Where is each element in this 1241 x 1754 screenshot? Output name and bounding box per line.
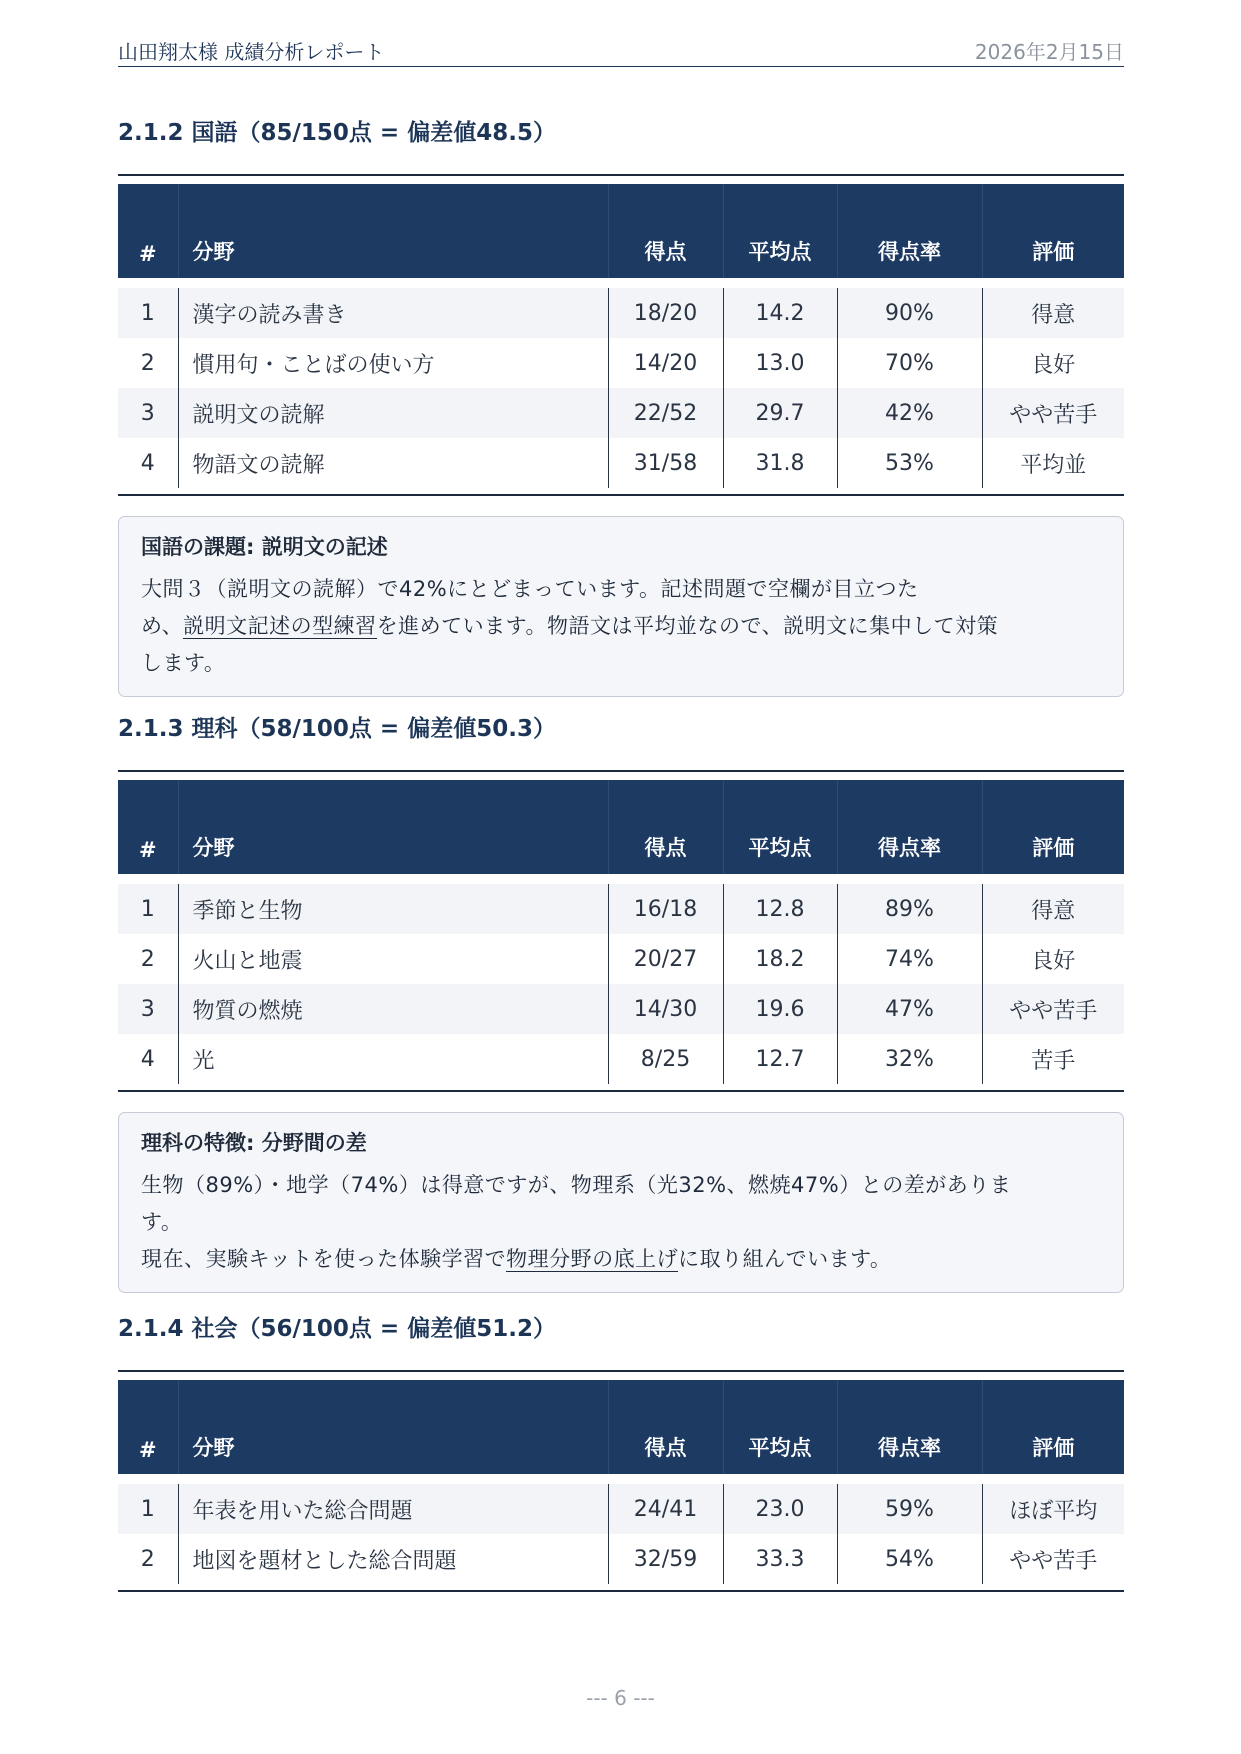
row-score: 18/20 (608, 283, 723, 338)
row-average: 23.0 (723, 1479, 837, 1534)
row-field: 火山と地震 (178, 934, 608, 984)
row-number: 1 (118, 879, 178, 934)
row-number: 3 (118, 984, 178, 1034)
note-title: 国語の課題: 説明文の記述 (141, 535, 388, 559)
row-rating: やや苦手 (982, 1534, 1124, 1584)
row-rate: 74% (837, 934, 982, 984)
table-row (118, 1034, 1124, 1084)
row-average: 18.2 (723, 934, 837, 984)
note-text: 現在、実験キットを使った体験学習で (141, 1247, 507, 1271)
table-header-row (118, 1380, 1124, 1479)
note-text: を進めています。物語文は平均並なので、説明文に集中して対策 (376, 614, 999, 638)
row-rating: 得意 (982, 879, 1124, 934)
row-average: 33.3 (723, 1534, 837, 1584)
score-table-kokugo (118, 174, 1124, 496)
row-rating: 良好 (982, 934, 1124, 984)
row-field: 説明文の読解 (178, 388, 608, 438)
note-text: に取り組んでいます。 (678, 1247, 892, 1271)
row-score: 24/41 (608, 1479, 723, 1534)
row-field: 物語文の読解 (178, 438, 608, 488)
note-underlined-text: 説明文記述の型練習 (183, 614, 377, 638)
note-text: め、 (141, 614, 184, 638)
row-number: 2 (140, 350, 155, 376)
col-header-number: # (118, 184, 178, 283)
note-title: 理科の特徴: 分野間の差 (141, 1131, 367, 1155)
row-score: 8/25 (608, 1034, 723, 1084)
table-row (118, 283, 1124, 338)
row-rating: やや苦手 (982, 984, 1124, 1034)
note-box-rika (118, 1112, 1124, 1293)
row-average: 31.8 (723, 438, 837, 488)
row-number: 4 (140, 1046, 155, 1072)
row-rate: 32% (837, 1034, 982, 1084)
row-number: 4 (140, 450, 155, 476)
section-shakai (118, 1312, 1124, 1592)
row-rate: 59% (837, 1479, 982, 1534)
col-header-number: # (118, 1380, 178, 1479)
report-date: 2026年2月15日 (974, 40, 1124, 64)
section-heading: 2.1.3 理科（58/100点 = 偏差値50.3） (118, 716, 556, 742)
row-field: 物質の燃焼 (178, 984, 608, 1034)
note-text: します。 (141, 651, 226, 675)
row-score: 22/52 (608, 388, 723, 438)
row-rate: 53% (837, 438, 982, 488)
col-header-rating: 評価 (982, 1380, 1124, 1479)
row-average: 14.2 (723, 283, 837, 338)
row-score: 32/59 (608, 1534, 723, 1584)
note-box-kokugo (118, 516, 1124, 697)
col-header-number: # (118, 780, 178, 879)
section-heading: 2.1.4 社会（56/100点 = 偏差値51.2） (118, 1316, 556, 1342)
row-rate: 70% (837, 338, 982, 388)
row-average: 12.7 (723, 1034, 837, 1084)
row-average: 29.7 (723, 388, 837, 438)
row-rating: 苦手 (982, 1034, 1124, 1084)
col-header-rate: 得点率 (837, 184, 982, 283)
col-header-rate: 得点率 (837, 1380, 982, 1479)
table-row (118, 984, 1124, 1034)
row-score: 20/27 (608, 934, 723, 984)
row-score: 16/18 (608, 879, 723, 934)
col-header-rating: 評価 (982, 184, 1124, 283)
row-field: 地図を題材とした総合問題 (178, 1534, 608, 1584)
table-row (118, 1534, 1124, 1584)
row-rate: 47% (837, 984, 982, 1034)
table-row (118, 879, 1124, 934)
row-field: 慣用句・ことばの使い方 (178, 338, 608, 388)
row-field: 漢字の読み書き (178, 283, 608, 338)
report-title: 山田翔太様 成績分析レポート (118, 40, 385, 64)
col-header-field: 分野 (178, 1380, 608, 1479)
row-rating: 平均並 (982, 438, 1124, 488)
row-score: 14/20 (608, 338, 723, 388)
table-header-row (118, 780, 1124, 879)
score-table-shakai (118, 1370, 1124, 1592)
col-header-score: 得点 (608, 184, 723, 283)
table-row (118, 438, 1124, 488)
row-rating: 得意 (982, 283, 1124, 338)
note-body (141, 1167, 1101, 1278)
col-header-average: 平均点 (723, 184, 837, 283)
row-field: 季節と生物 (178, 879, 608, 934)
table-row (118, 338, 1124, 388)
row-rating: やや苦手 (982, 388, 1124, 438)
col-header-average: 平均点 (723, 780, 837, 879)
row-number: 2 (140, 946, 155, 972)
row-number: 3 (118, 388, 178, 438)
note-underlined-text: 物理分野の底上げ (506, 1247, 679, 1271)
row-rating: 良好 (982, 338, 1124, 388)
row-rate: 54% (837, 1534, 982, 1584)
section-rika (118, 712, 1124, 1293)
row-rate: 89% (837, 879, 982, 934)
row-rate: 42% (837, 388, 982, 438)
table-row (118, 388, 1124, 438)
row-rating: ほぼ平均 (982, 1479, 1124, 1534)
col-header-rate: 得点率 (837, 780, 982, 879)
row-number: 2 (140, 1546, 155, 1572)
col-header-score: 得点 (608, 780, 723, 879)
table-header-row (118, 184, 1124, 283)
row-average: 12.8 (723, 879, 837, 934)
score-table-rika (118, 770, 1124, 1092)
row-average: 19.6 (723, 984, 837, 1034)
col-header-field: 分野 (178, 184, 608, 283)
row-field: 光 (178, 1034, 608, 1084)
page-header (118, 34, 1124, 67)
row-average: 13.0 (723, 338, 837, 388)
note-text: す。 (141, 1210, 183, 1234)
row-score: 31/58 (608, 438, 723, 488)
col-header-score: 得点 (608, 1380, 723, 1479)
section-heading: 2.1.2 国語（85/150点 = 偏差値48.5） (118, 120, 556, 146)
table-row (118, 934, 1124, 984)
note-text: 大問３（説明文の読解）で42%にとどまっています。記述問題で空欄が目立つた (141, 577, 919, 601)
note-text: 生物（89%）・地学（74%）は得意ですが、物理系（光32%、燃焼47%）との差がありま (141, 1173, 1012, 1197)
row-score: 14/30 (608, 984, 723, 1034)
note-body (141, 571, 1101, 682)
page-number: --- 6 --- (586, 1686, 655, 1710)
row-field: 年表を用いた総合問題 (178, 1479, 608, 1534)
row-number: 1 (118, 1479, 178, 1534)
row-rate: 90% (837, 283, 982, 338)
section-kokugo (118, 116, 1124, 697)
col-header-field: 分野 (178, 780, 608, 879)
table-row (118, 1479, 1124, 1534)
col-header-average: 平均点 (723, 1380, 837, 1479)
row-number: 1 (118, 283, 178, 338)
col-header-rating: 評価 (982, 780, 1124, 879)
